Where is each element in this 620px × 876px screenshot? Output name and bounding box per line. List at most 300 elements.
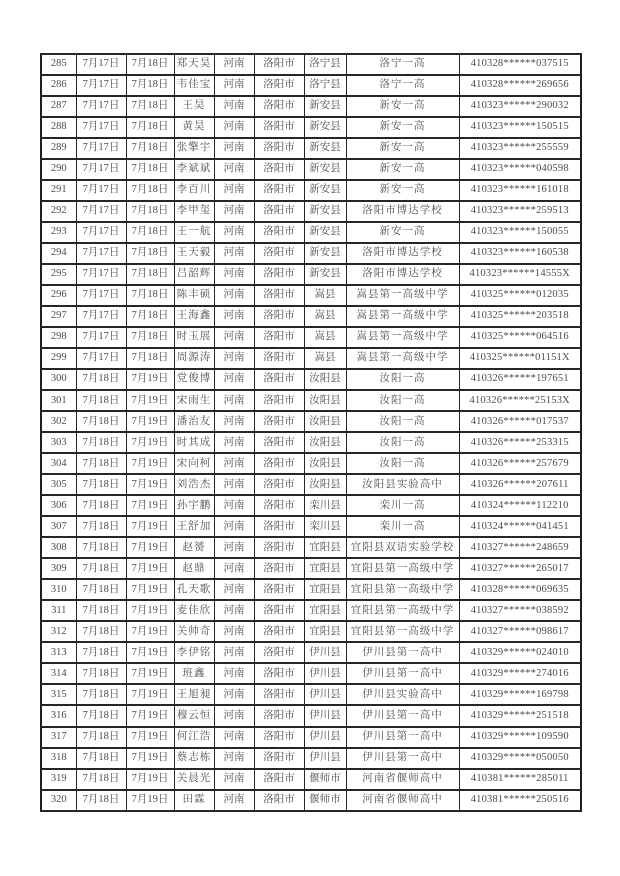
- table-row: [41, 579, 581, 600]
- cell-city: 洛阳市: [254, 159, 304, 180]
- cell-province: 河南: [214, 537, 254, 558]
- cell-id: 410323******255559: [459, 138, 581, 159]
- cell-date2: 7月18日: [126, 54, 174, 75]
- cell-id: 410328******269656: [459, 75, 581, 96]
- cell-no: 309: [41, 558, 76, 579]
- cell-name: 李甲玺: [174, 201, 214, 222]
- cell-county: 汝阳县: [304, 474, 346, 495]
- cell-date2: 7月19日: [126, 474, 174, 495]
- table-row: [41, 790, 581, 811]
- cell-date1: 7月18日: [76, 516, 126, 537]
- cell-province: 河南: [214, 684, 254, 705]
- cell-province: 河南: [214, 600, 254, 621]
- cell-county: 宜阳县: [304, 621, 346, 642]
- table-row: [41, 138, 581, 159]
- cell-province: 河南: [214, 642, 254, 663]
- cell-school: 汝阳一高: [346, 369, 459, 390]
- cell-id: 410324******041451: [459, 516, 581, 537]
- cell-date1: 7月18日: [76, 663, 126, 684]
- cell-id: 410328******069635: [459, 579, 581, 600]
- cell-county: 伊川县: [304, 705, 346, 726]
- cell-no: 293: [41, 222, 76, 243]
- table-row: [41, 642, 581, 663]
- cell-province: 河南: [214, 495, 254, 516]
- cell-city: 洛阳市: [254, 558, 304, 579]
- cell-id: 410326******017537: [459, 411, 581, 432]
- cell-id: 410323******259513: [459, 201, 581, 222]
- cell-no: 320: [41, 790, 76, 811]
- cell-date1: 7月18日: [76, 558, 126, 579]
- cell-date2: 7月19日: [126, 369, 174, 390]
- table-row: [41, 516, 581, 537]
- cell-school: 嵩县第一高级中学: [346, 285, 459, 306]
- cell-date2: 7月18日: [126, 327, 174, 348]
- cell-school: 新安一高: [346, 180, 459, 201]
- table-row: [41, 727, 581, 748]
- table-row: [41, 369, 581, 390]
- cell-name: 韦佳宝: [174, 75, 214, 96]
- cell-school: 嵩县第一高级中学: [346, 348, 459, 369]
- cell-date2: 7月19日: [126, 579, 174, 600]
- cell-no: 315: [41, 684, 76, 705]
- cell-county: 伊川县: [304, 748, 346, 769]
- cell-id: 410326******253315: [459, 432, 581, 453]
- cell-no: 288: [41, 117, 76, 138]
- cell-county: 洛宁县: [304, 54, 346, 75]
- cell-county: 新安县: [304, 159, 346, 180]
- cell-school: 洛阳市博达学校: [346, 243, 459, 264]
- table-row: [41, 348, 581, 369]
- cell-county: 栾川县: [304, 516, 346, 537]
- cell-name: 关帅奇: [174, 621, 214, 642]
- cell-school: 新安一高: [346, 117, 459, 138]
- cell-county: 新安县: [304, 243, 346, 264]
- cell-date2: 7月19日: [126, 621, 174, 642]
- cell-county: 洛宁县: [304, 75, 346, 96]
- cell-date1: 7月17日: [76, 54, 126, 75]
- table-row: [41, 495, 581, 516]
- cell-school: 伊川县第一高中: [346, 642, 459, 663]
- cell-name: 孔天歌: [174, 579, 214, 600]
- cell-county: 新安县: [304, 96, 346, 117]
- cell-name: 潘治友: [174, 411, 214, 432]
- cell-date1: 7月18日: [76, 453, 126, 474]
- table-row: [41, 748, 581, 769]
- cell-no: 307: [41, 516, 76, 537]
- cell-date1: 7月18日: [76, 600, 126, 621]
- cell-date1: 7月18日: [76, 411, 126, 432]
- cell-no: 285: [41, 54, 76, 75]
- table-row: [41, 663, 581, 684]
- cell-county: 宜阳县: [304, 600, 346, 621]
- table-row: [41, 264, 581, 285]
- cell-date2: 7月19日: [126, 411, 174, 432]
- cell-county: 伊川县: [304, 684, 346, 705]
- cell-county: 新安县: [304, 180, 346, 201]
- cell-id: 410329******169798: [459, 684, 581, 705]
- cell-city: 洛阳市: [254, 600, 304, 621]
- cell-no: 291: [41, 180, 76, 201]
- cell-name: 党俊博: [174, 369, 214, 390]
- cell-id: 410326******25153X: [459, 390, 581, 411]
- cell-name: 何江浩: [174, 727, 214, 748]
- cell-no: 317: [41, 727, 76, 748]
- cell-city: 洛阳市: [254, 180, 304, 201]
- cell-date2: 7月19日: [126, 663, 174, 684]
- cell-province: 河南: [214, 306, 254, 327]
- cell-no: 312: [41, 621, 76, 642]
- cell-date1: 7月18日: [76, 642, 126, 663]
- cell-name: 蔡志栋: [174, 748, 214, 769]
- cell-date2: 7月19日: [126, 727, 174, 748]
- cell-id: 410327******265017: [459, 558, 581, 579]
- cell-city: 洛阳市: [254, 75, 304, 96]
- cell-date2: 7月18日: [126, 222, 174, 243]
- cell-date1: 7月17日: [76, 159, 126, 180]
- cell-date1: 7月18日: [76, 790, 126, 811]
- cell-date2: 7月19日: [126, 516, 174, 537]
- cell-school: 汝阳一高: [346, 453, 459, 474]
- cell-school: 汝阳一高: [346, 390, 459, 411]
- cell-name: 田霖: [174, 790, 214, 811]
- cell-no: 297: [41, 306, 76, 327]
- cell-id: 410323******040598: [459, 159, 581, 180]
- cell-no: 296: [41, 285, 76, 306]
- cell-city: 洛阳市: [254, 727, 304, 748]
- cell-province: 河南: [214, 621, 254, 642]
- cell-province: 河南: [214, 411, 254, 432]
- table-row: [41, 243, 581, 264]
- cell-province: 河南: [214, 558, 254, 579]
- cell-school: 嵩县第一高级中学: [346, 327, 459, 348]
- table-row: [41, 600, 581, 621]
- cell-date2: 7月18日: [126, 159, 174, 180]
- cell-county: 宜阳县: [304, 537, 346, 558]
- cell-school: 栾川一高: [346, 516, 459, 537]
- cell-county: 嵩县: [304, 348, 346, 369]
- cell-city: 洛阳市: [254, 537, 304, 558]
- cell-no: 308: [41, 537, 76, 558]
- cell-no: 313: [41, 642, 76, 663]
- cell-name: 黄昊: [174, 117, 214, 138]
- cell-name: 刘浩杰: [174, 474, 214, 495]
- cell-city: 洛阳市: [254, 243, 304, 264]
- cell-province: 河南: [214, 579, 254, 600]
- cell-school: 洛阳市博达学校: [346, 201, 459, 222]
- cell-city: 洛阳市: [254, 432, 304, 453]
- cell-date1: 7月18日: [76, 684, 126, 705]
- cell-name: 吕韶辉: [174, 264, 214, 285]
- cell-id: 410327******038592: [459, 600, 581, 621]
- cell-province: 河南: [214, 769, 254, 790]
- cell-no: 300: [41, 369, 76, 390]
- cell-date1: 7月18日: [76, 705, 126, 726]
- cell-name: 王天毅: [174, 243, 214, 264]
- cell-id: 410329******024010: [459, 642, 581, 663]
- cell-name: 王舒加: [174, 516, 214, 537]
- cell-name: 陈丰硕: [174, 285, 214, 306]
- cell-city: 洛阳市: [254, 264, 304, 285]
- cell-date2: 7月18日: [126, 180, 174, 201]
- cell-city: 洛阳市: [254, 369, 304, 390]
- cell-school: 栾川一高: [346, 495, 459, 516]
- cell-id: 410328******037515: [459, 54, 581, 75]
- cell-school: 汝阳一高: [346, 411, 459, 432]
- cell-no: 294: [41, 243, 76, 264]
- cell-name: 王一航: [174, 222, 214, 243]
- cell-county: 宜阳县: [304, 579, 346, 600]
- cell-no: 286: [41, 75, 76, 96]
- cell-county: 新安县: [304, 222, 346, 243]
- cell-name: 宋雨生: [174, 390, 214, 411]
- cell-date1: 7月18日: [76, 495, 126, 516]
- cell-school: 宜阳县第一高级中学: [346, 621, 459, 642]
- cell-no: 289: [41, 138, 76, 159]
- cell-id: 410329******251518: [459, 705, 581, 726]
- cell-county: 汝阳县: [304, 369, 346, 390]
- cell-date1: 7月18日: [76, 727, 126, 748]
- cell-city: 洛阳市: [254, 138, 304, 159]
- table-row: [41, 222, 581, 243]
- cell-date2: 7月19日: [126, 748, 174, 769]
- cell-date2: 7月18日: [126, 285, 174, 306]
- cell-city: 洛阳市: [254, 54, 304, 75]
- cell-city: 洛阳市: [254, 117, 304, 138]
- table-row: [41, 180, 581, 201]
- cell-county: 嵩县: [304, 327, 346, 348]
- cell-province: 河南: [214, 369, 254, 390]
- cell-no: 305: [41, 474, 76, 495]
- cell-no: 311: [41, 600, 76, 621]
- cell-no: 318: [41, 748, 76, 769]
- cell-no: 316: [41, 705, 76, 726]
- cell-city: 洛阳市: [254, 306, 304, 327]
- cell-province: 河南: [214, 727, 254, 748]
- cell-id: 410327******098617: [459, 621, 581, 642]
- cell-province: 河南: [214, 748, 254, 769]
- cell-name: 王昊: [174, 96, 214, 117]
- cell-date2: 7月19日: [126, 390, 174, 411]
- table-row: [41, 769, 581, 790]
- cell-province: 河南: [214, 75, 254, 96]
- cell-id: 410326******257679: [459, 453, 581, 474]
- cell-school: 宜阳县双语实验学校: [346, 537, 459, 558]
- cell-city: 洛阳市: [254, 453, 304, 474]
- cell-province: 河南: [214, 663, 254, 684]
- cell-province: 河南: [214, 327, 254, 348]
- cell-date2: 7月19日: [126, 684, 174, 705]
- cell-no: 292: [41, 201, 76, 222]
- cell-name: 穆云恒: [174, 705, 214, 726]
- cell-date1: 7月18日: [76, 537, 126, 558]
- cell-id: 410323******150055: [459, 222, 581, 243]
- cell-county: 嵩县: [304, 285, 346, 306]
- cell-name: 张擎宇: [174, 138, 214, 159]
- student-roster-table: [40, 53, 582, 812]
- cell-name: 李斌斌: [174, 159, 214, 180]
- cell-date1: 7月17日: [76, 285, 126, 306]
- cell-city: 洛阳市: [254, 642, 304, 663]
- cell-name: 时玉展: [174, 327, 214, 348]
- cell-id: 410324******112210: [459, 495, 581, 516]
- cell-id: 410326******207611: [459, 474, 581, 495]
- cell-city: 洛阳市: [254, 96, 304, 117]
- cell-county: 汝阳县: [304, 390, 346, 411]
- cell-name: 赵鼎: [174, 558, 214, 579]
- cell-name: 周源涛: [174, 348, 214, 369]
- cell-county: 新安县: [304, 117, 346, 138]
- cell-date1: 7月17日: [76, 180, 126, 201]
- cell-city: 洛阳市: [254, 579, 304, 600]
- cell-county: 伊川县: [304, 642, 346, 663]
- cell-county: 新安县: [304, 201, 346, 222]
- cell-city: 洛阳市: [254, 201, 304, 222]
- table-row: [41, 621, 581, 642]
- cell-id: 410381******285011: [459, 769, 581, 790]
- cell-province: 河南: [214, 222, 254, 243]
- cell-school: 洛宁一高: [346, 75, 459, 96]
- cell-school: 嵩县第一高级中学: [346, 306, 459, 327]
- cell-date2: 7月19日: [126, 495, 174, 516]
- cell-school: 新安一高: [346, 96, 459, 117]
- cell-date2: 7月18日: [126, 96, 174, 117]
- cell-city: 洛阳市: [254, 769, 304, 790]
- cell-date2: 7月19日: [126, 790, 174, 811]
- cell-date1: 7月17日: [76, 138, 126, 159]
- cell-province: 河南: [214, 790, 254, 811]
- cell-province: 河南: [214, 201, 254, 222]
- cell-school: 洛阳市博达学校: [346, 264, 459, 285]
- cell-school: 宜阳县第一高级中学: [346, 579, 459, 600]
- cell-province: 河南: [214, 138, 254, 159]
- cell-school: 伊川县第一高中: [346, 748, 459, 769]
- cell-date1: 7月18日: [76, 474, 126, 495]
- cell-date1: 7月17日: [76, 75, 126, 96]
- cell-no: 302: [41, 411, 76, 432]
- cell-city: 洛阳市: [254, 327, 304, 348]
- cell-date2: 7月19日: [126, 769, 174, 790]
- cell-date1: 7月17日: [76, 96, 126, 117]
- table-body: [41, 54, 581, 811]
- cell-county: 偃师市: [304, 790, 346, 811]
- cell-province: 河南: [214, 474, 254, 495]
- cell-province: 河南: [214, 117, 254, 138]
- cell-school: 河南省偃师高中: [346, 769, 459, 790]
- cell-name: 王海鑫: [174, 306, 214, 327]
- cell-city: 洛阳市: [254, 390, 304, 411]
- cell-name: 李百川: [174, 180, 214, 201]
- cell-date1: 7月18日: [76, 748, 126, 769]
- table-row: [41, 75, 581, 96]
- cell-name: 李伊铭: [174, 642, 214, 663]
- cell-school: 新安一高: [346, 159, 459, 180]
- cell-date1: 7月17日: [76, 264, 126, 285]
- cell-school: 洛宁一高: [346, 54, 459, 75]
- cell-id: 410325******012035: [459, 285, 581, 306]
- cell-no: 314: [41, 663, 76, 684]
- cell-county: 新安县: [304, 264, 346, 285]
- cell-no: 287: [41, 96, 76, 117]
- cell-city: 洛阳市: [254, 411, 304, 432]
- cell-id: 410323******290032: [459, 96, 581, 117]
- table-row: [41, 201, 581, 222]
- cell-name: 王旭昶: [174, 684, 214, 705]
- table-row: [41, 453, 581, 474]
- cell-date2: 7月18日: [126, 243, 174, 264]
- cell-school: 新安一高: [346, 138, 459, 159]
- cell-county: 汝阳县: [304, 432, 346, 453]
- cell-province: 河南: [214, 243, 254, 264]
- cell-no: 310: [41, 579, 76, 600]
- cell-city: 洛阳市: [254, 495, 304, 516]
- cell-province: 河南: [214, 705, 254, 726]
- cell-province: 河南: [214, 264, 254, 285]
- cell-county: 宜阳县: [304, 558, 346, 579]
- cell-name: 班鑫: [174, 663, 214, 684]
- table-row: [41, 705, 581, 726]
- cell-date2: 7月18日: [126, 264, 174, 285]
- cell-province: 河南: [214, 453, 254, 474]
- cell-date2: 7月18日: [126, 117, 174, 138]
- cell-school: 河南省偃师高中: [346, 790, 459, 811]
- cell-school: 新安一高: [346, 222, 459, 243]
- cell-name: 麦佳欣: [174, 600, 214, 621]
- cell-date1: 7月18日: [76, 769, 126, 790]
- cell-id: 410325******064516: [459, 327, 581, 348]
- cell-name: 关晨光: [174, 769, 214, 790]
- cell-school: 伊川县实验高中: [346, 684, 459, 705]
- cell-id: 410323******150515: [459, 117, 581, 138]
- cell-province: 河南: [214, 180, 254, 201]
- cell-date1: 7月17日: [76, 327, 126, 348]
- cell-date1: 7月18日: [76, 432, 126, 453]
- cell-school: 汝阳一高: [346, 432, 459, 453]
- cell-no: 303: [41, 432, 76, 453]
- cell-no: 299: [41, 348, 76, 369]
- cell-date1: 7月17日: [76, 348, 126, 369]
- cell-date1: 7月18日: [76, 390, 126, 411]
- cell-date2: 7月19日: [126, 705, 174, 726]
- cell-province: 河南: [214, 516, 254, 537]
- cell-province: 河南: [214, 96, 254, 117]
- cell-date1: 7月18日: [76, 369, 126, 390]
- table-row: [41, 159, 581, 180]
- cell-date2: 7月19日: [126, 432, 174, 453]
- cell-city: 洛阳市: [254, 684, 304, 705]
- table-row: [41, 537, 581, 558]
- cell-county: 嵩县: [304, 306, 346, 327]
- cell-county: 汝阳县: [304, 453, 346, 474]
- cell-city: 洛阳市: [254, 663, 304, 684]
- cell-date2: 7月19日: [126, 537, 174, 558]
- cell-city: 洛阳市: [254, 348, 304, 369]
- cell-county: 新安县: [304, 138, 346, 159]
- cell-no: 295: [41, 264, 76, 285]
- cell-no: 301: [41, 390, 76, 411]
- cell-province: 河南: [214, 285, 254, 306]
- cell-id: 410329******274016: [459, 663, 581, 684]
- cell-school: 伊川县第一高中: [346, 727, 459, 748]
- cell-date2: 7月19日: [126, 600, 174, 621]
- table-row: [41, 285, 581, 306]
- table-row: [41, 54, 581, 75]
- cell-date2: 7月18日: [126, 138, 174, 159]
- cell-date1: 7月17日: [76, 222, 126, 243]
- table-row: [41, 684, 581, 705]
- cell-date1: 7月18日: [76, 579, 126, 600]
- cell-no: 319: [41, 769, 76, 790]
- cell-school: 伊川县第一高中: [346, 663, 459, 684]
